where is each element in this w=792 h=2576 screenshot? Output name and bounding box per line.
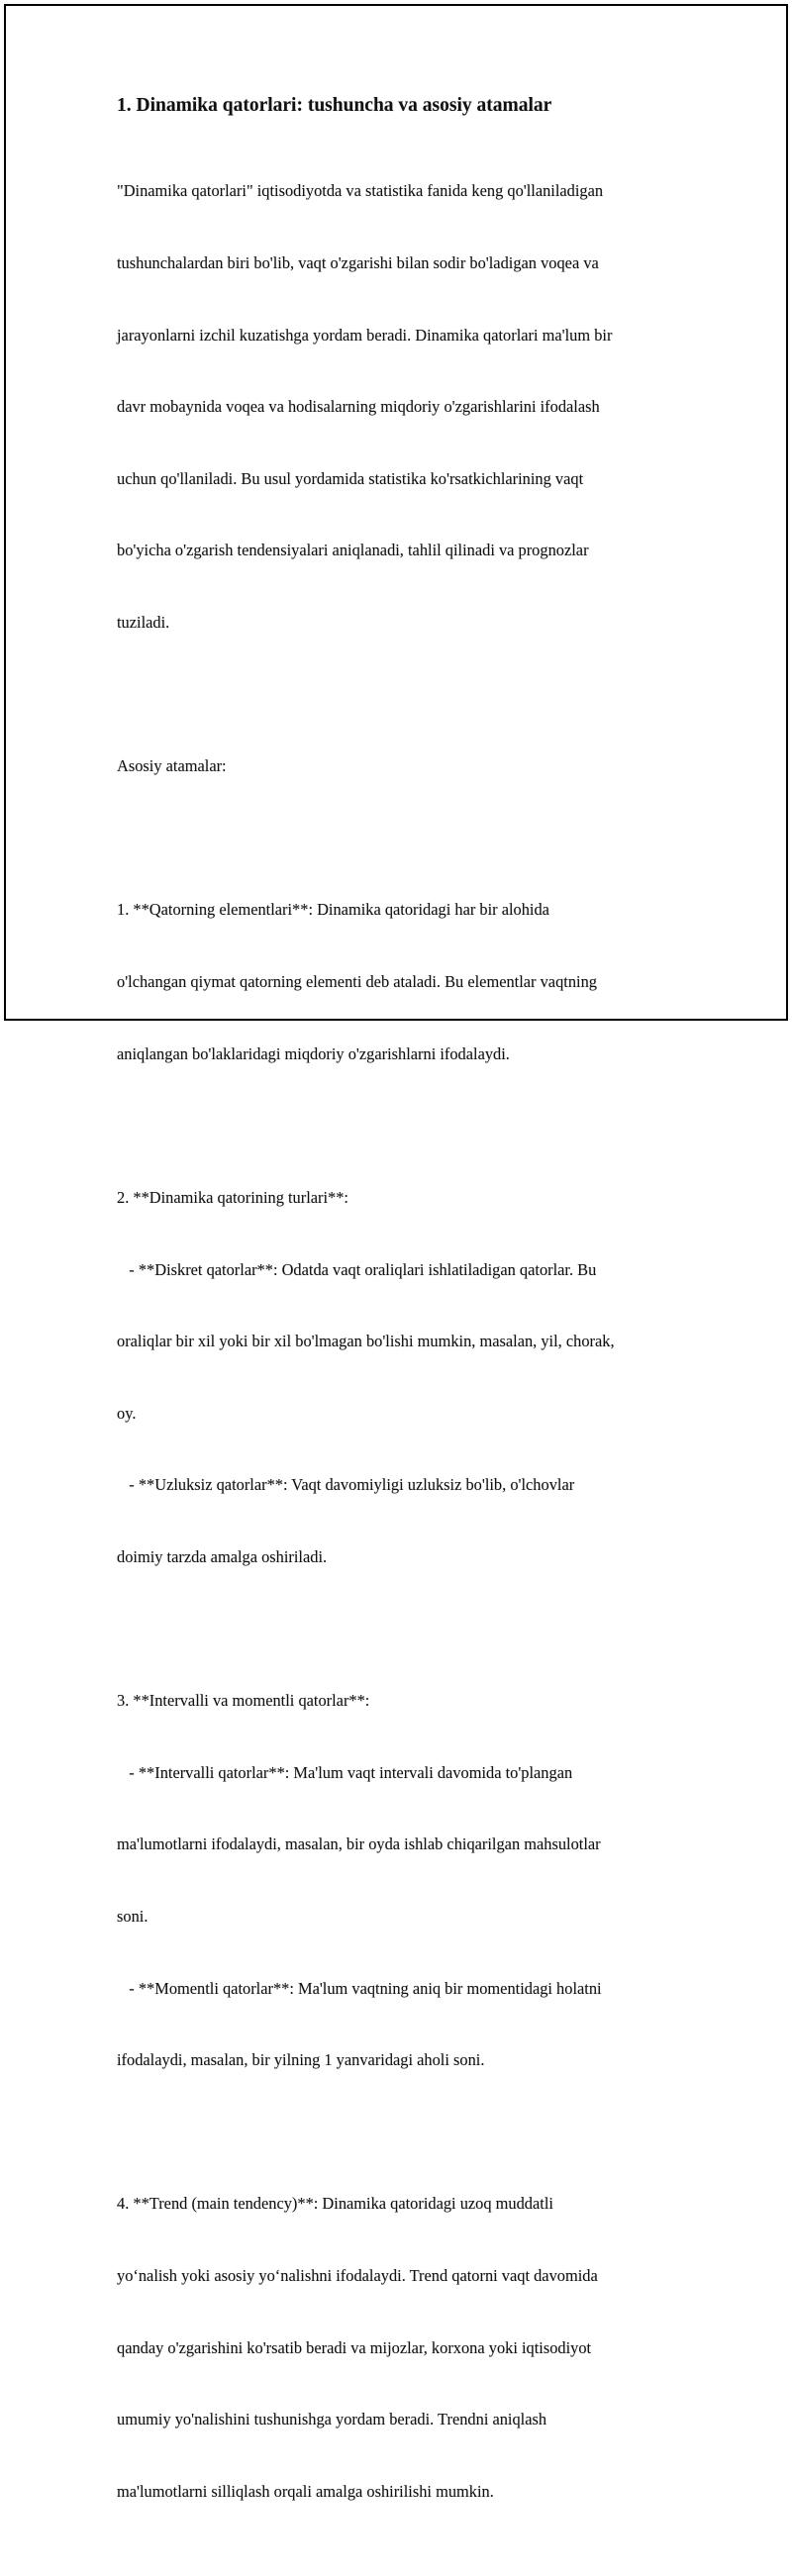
intro-paragraph bbox=[117, 132, 691, 683]
term-item-1 bbox=[117, 850, 691, 1114]
term-line: 2. **Dinamika qatorining turlari**: bbox=[117, 1187, 348, 1207]
intro-line: bo'yicha o'zgarish tendensiyalari aniqlanadi, tahlil qilinadi va prognozlar bbox=[117, 541, 589, 560]
section-heading: 1. Dinamika qatorlari: tushuncha va asosiy atamalar bbox=[117, 95, 552, 116]
term-line: 4. **Trend (main tendency)**: Dinamika qatoridagi uzoq muddatli bbox=[117, 2194, 553, 2214]
term-line: aniqlangan bo'laklaridagi miqdoriy o'zgarishlarni ifodalaydi. bbox=[117, 1043, 510, 1063]
intro-line: davr mobaynida voqea va hodisalarning miqdoriy o'zgarishlarini ifodalash bbox=[117, 397, 600, 417]
term-line: qanday o'zgarishini ko'rsatib beradi va mijozlar, korxona yoki iqtisodiyot bbox=[117, 2337, 592, 2357]
term-item-3 bbox=[117, 1641, 691, 2121]
intro-line: tushunchalardan biri bo'lib, vaqt o'zgarishi bilan sodir bo'ladigan voqea va bbox=[117, 253, 599, 273]
intro-line: jarayonlarni izchil kuzatishga yordam beradi. Dinamika qatorlari ma'lum bir bbox=[117, 325, 613, 345]
term-line: - **Diskret qatorlar**: Odatda vaqt oraliqlari ishlatiladigan qatorlar. Bu bbox=[117, 1259, 597, 1279]
terms-label-text: Asosiy atamalar: bbox=[117, 756, 227, 776]
term-line: - **Intervalli qatorlar**: Ma'lum vaqt intervali davomida to'plangan bbox=[117, 1762, 573, 1782]
intro-line: uchun qo'llaniladi. Bu usul yordamida statistika ko'rsatkichlarining vaqt bbox=[117, 468, 584, 488]
term-item-4 bbox=[117, 2144, 691, 2551]
term-line: ma'lumotlarni ifodalaydi, masalan, bir oyda ishlab chiqarilgan mahsulotlar bbox=[117, 1834, 601, 1854]
terms-label bbox=[117, 707, 691, 827]
term-line: doimiy tarzda amalga oshiriladi. bbox=[117, 1546, 328, 1566]
term-line: soni. bbox=[117, 1906, 148, 1926]
document-body bbox=[117, 94, 691, 2576]
intro-line: tuziladi. bbox=[117, 613, 170, 633]
term-line: 3. **Intervalli va momentli qatorlar**: bbox=[117, 1691, 370, 1711]
term-line: oraliqlar bir xil yoki bir xil bo'lmagan bo'lishi mumkin, masalan, yil, chorak, bbox=[117, 1332, 615, 1351]
term-line: ifodalaydi, masalan, bir yilning 1 yanvaridagi aholi soni. bbox=[117, 2050, 485, 2070]
term-line: 1. **Qatorning elementlari**: Dinamika qatoridagi har bir alohida bbox=[117, 900, 549, 920]
term-line: yo‘nalish yoki asosiy yo‘nalishni ifodalaydi. Trend qatorni vaqt davomida bbox=[117, 2266, 598, 2285]
term-line: - **Uzluksiz qatorlar**: Vaqt davomiyligi uzluksiz bo'lib, o'lchovlar bbox=[117, 1475, 575, 1495]
term-line: oy. bbox=[117, 1403, 137, 1423]
term-line: ma'lumotlarni silliqlash orqali amalga oshirilishi mumkin. bbox=[117, 2481, 494, 2501]
intro-line: "Dinamika qatorlari" iqtisodiyotda va statistika fanida keng qo'llaniladigan bbox=[117, 181, 604, 201]
term-line: umumiy yo'nalishini tushunishga yordam beradi. Trendni aniqlash bbox=[117, 2410, 547, 2429]
term-line: o'lchangan qiymat qatorning elementi deb ataladi. Bu elementlar vaqtning bbox=[117, 972, 597, 992]
term-item-2 bbox=[117, 1138, 691, 1617]
term-line: - **Momentli qatorlar**: Ma'lum vaqtning aniq bir momentidagi holatni bbox=[117, 1978, 602, 1998]
